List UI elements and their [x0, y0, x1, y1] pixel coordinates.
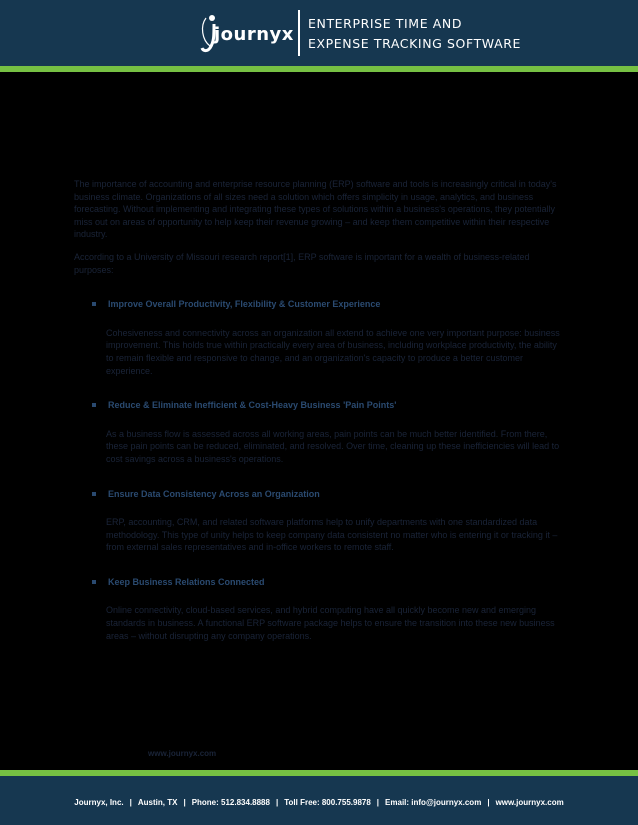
- intro-paragraph-2: According to a University of Missouri research report[1], ERP software is important for a wealth of business-related purposes:: [74, 251, 530, 275]
- bullet-body-data-consistency: ERP, accounting, CRM, and related software platforms help to unify departments with one standardized data methodology. This type of unity helps to keep company data consistent no matter who is entering it or tracking it – from external sales representatives and in-office workers to remote staff.: [106, 517, 558, 553]
- bullet-square-icon: [92, 580, 96, 584]
- footer-tollfree: Toll Free: 800.755.9878: [284, 798, 371, 807]
- bullet-title-pain-points: Reduce & Eliminate Inefficient & Cost-Heavy Business 'Pain Points': [74, 399, 564, 412]
- footer-company: Journyx, Inc.: [74, 798, 124, 807]
- logo-divider: [298, 10, 300, 56]
- bullet-square-icon: [92, 492, 96, 496]
- bullet-title-productivity: Improve Overall Productivity, Flexibility & Customer Experience: [74, 298, 564, 311]
- bullet-body-business-relations: Online connectivity, cloud-based services, and hybrid computing have all quickly become new and emerging standards in business. A functional ERP software package helps to ensure the transition into these new business areas – without disrupting any company operations.: [106, 605, 555, 641]
- footer-website[interactable]: www.journyx.com: [495, 798, 564, 807]
- header-tagline: [308, 14, 521, 54]
- bullet-title-business-relations: Keep Business Relations Connected: [74, 576, 564, 589]
- page-footer: [0, 776, 638, 825]
- bullet-square-icon: [92, 302, 96, 306]
- bullet-body-pain-points: As a business flow is assessed across all working areas, pain points can be much better identified. From there, these pain points can be reduced, eliminated, and resolved. Over time, cleaning up these inefficiencies will lead to cost savings across a business's operations.: [106, 428, 560, 464]
- bullet-square-icon: [92, 403, 96, 407]
- bullet-body-productivity: Cohesiveness and connectivity across an organization all extend to achieve one very important purpose: business improvement. This holds true within practically every area of business, including workplace productivity, the ability to remain flexible and responsive to change, and an organization's capacity to produce a better customer experience.: [106, 327, 560, 376]
- footer-location: Austin, TX: [137, 798, 178, 807]
- tagline-line-1: ENTERPRISE TIME AND: [308, 16, 463, 31]
- bullet-title-data-consistency: Ensure Data Consistency Across an Organization: [74, 488, 564, 501]
- logo-text: journyx: [214, 24, 294, 45]
- footer-website-link[interactable]: www.journyx.com: [148, 749, 217, 758]
- tagline-line-2: EXPENSE TRACKING SOFTWARE: [308, 36, 522, 51]
- footer-email[interactable]: Email: info@journyx.com: [385, 798, 482, 807]
- page-header: [0, 0, 638, 66]
- header-accent-bar: [0, 66, 638, 72]
- footer-phone: Phone: 512.834.8888: [191, 798, 270, 807]
- document-body: [74, 178, 564, 652]
- intro-paragraph-1: The importance of accounting and enterprise resource planning (ERP) software and tools is increasingly critical in today's business climate. Organizations of all sizes need a solution which offers simplicity in usage, analytics, and business forecasting. Without implementing and integrating these types of solutions within a business's operations, they potentially miss out on areas of opportunity to help keep their revenue growing – and keep them competitive within their respective industry.: [74, 179, 557, 240]
- footer-contact-line: Journyx, Inc. | Austin, TX | Phone: 512.834.8888 | Toll Free: 800.755.9878 | Email: info@journyx.com | www.journyx.com: [74, 798, 564, 807]
